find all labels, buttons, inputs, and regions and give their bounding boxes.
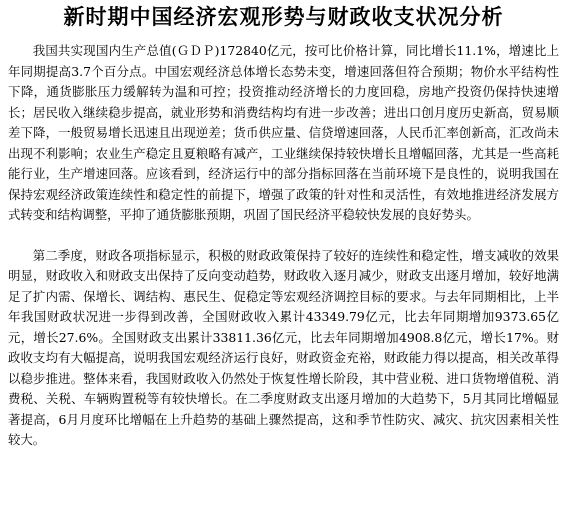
paragraph-fiscal-status: 第二季度，财政各项指标显示，积极的财政政策保持了较好的连续性和稳定性，增支减收的效果明显，财政收入和财政支出保持了反向变动趋势，财政收入逐月减少，财政支出逐月增加，较好地满足了扩内需、保增长、调结构、惠民生、促稳定等宏观经济调控目标的要求。与去年同期相比，上半年我国财政状况进一步得到改善，全国财政收入累计43349.79亿元，比去年同期增加9373.65亿元，增长27.6%。全国财政支出累计33811.36亿元，比去年同期增加4908.8亿元，增长17%。财政收支均有大幅提高，说明我国宏观经济运行良好，财政资金充裕，财政能力得以提高，相关改革得以稳步推进。整体来看，我国财政收入仍然处于恢复性增长阶段，其中营业税、进口货物增值税、消费税、关税、车辆购置税等有较快增长。在二季度财政支出逐月增加的大趋势下，5月其同比增幅显著提高，6月月度环比增幅在上升趋势的基础上骤然提高，这和季节性防灾、减灾、抗灾因素相关性较大。 [8,247,559,447]
document-title: 新时期中国经济宏观形势与财政收支状况分析 [63,5,504,29]
paragraph-economic-situation: 我国共实现国内生产总值(ＧＤＰ)172840亿元，按可比价格计算，同比增长11.1%，增速比上年同期提高3.7个百分点。中国宏观经济总体增长态势未变，增速回落但符合预期；物价水平结构性下降，通货膨胀压力缓解转为温和可控；投资推动经济增长的力度回稳，房地产投资仍保持快速增长；居民收入继续稳步提高，就业形势和消费结构均有进一步改善；进出口创月度历史新高，贸易顺差下降，一般贸易增长迅速且出现逆差；货币供应量、信贷增速回落，人民币汇率创新高，汇改尚未出现不利影响；农业生产稳定且夏粮略有减产，工业继续保持较快增长且增幅回落，尤其是一些高耗能行业，生产增速回落。应该看到，经济运行中的部分指标回落在当前环境下是良性的，说明我国在保持宏观经济政策连续性和稳定性的前提下，增强了政策的针对性和灵活性，有效地推进经济发展方式转变和结构调整，平抑了通货膨胀预期，巩固了国民经济平稳较快发展的良好势头。 [8,43,559,222]
